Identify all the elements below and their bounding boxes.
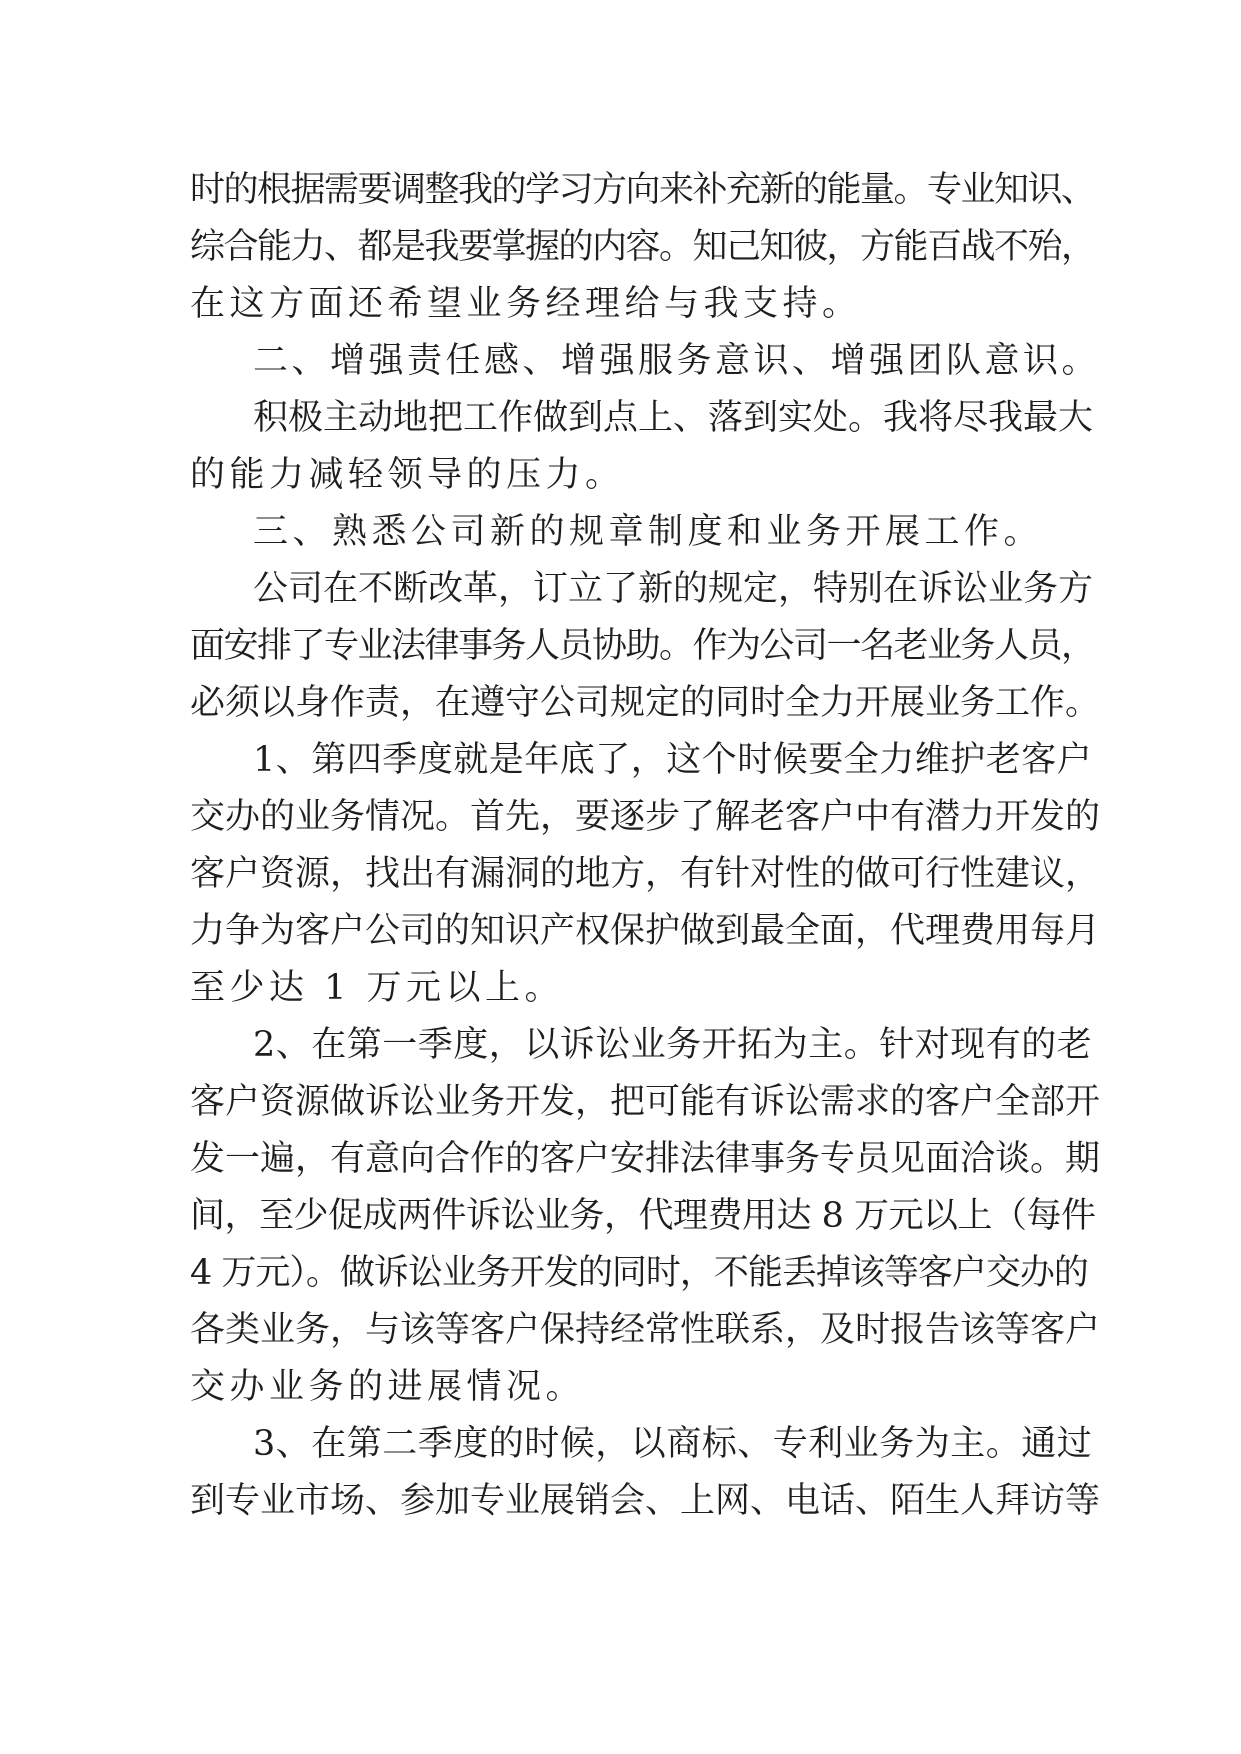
- text-line: 时的根据需要调整我的学习方向来补充新的能量。专业知识、: [190, 170, 1095, 210]
- text-line: 在这方面还希望业务经理给与我支持。: [190, 284, 862, 324]
- text-line: 间，至少促成两件诉讼业务，代理费用达 8 万元以上（每件: [190, 1196, 1096, 1236]
- text-line: 客户资源，找出有漏洞的地方，有针对性的做可行性建议，: [190, 854, 1101, 894]
- text-line: 至少达 1 万元以上。: [190, 968, 565, 1008]
- section-heading: 二、增强责任感、增强服务意识、增强团队意识。: [253, 341, 1101, 381]
- text-line: 4 万元）。做诉讼业务开发的同时，不能丢掉该等客户交办的: [190, 1253, 1088, 1293]
- text-line: 公司在不断改革，订立了新的规定，特别在诉讼业务方: [253, 569, 1094, 609]
- section-heading: 三、熟悉公司新的规章制度和业务开展工作。: [253, 512, 1044, 552]
- list-item: 2、在第一季度，以诉讼业务开拓为主。针对现有的老: [253, 1025, 1093, 1065]
- text-line: 的能力减轻领导的压力。: [190, 455, 625, 495]
- list-item: 3、在第二季度的时候，以商标、专利业务为主。通过: [253, 1424, 1093, 1464]
- text-line: 交办的业务情况。首先，要逐步了解老客户中有潜力开发的: [190, 797, 1101, 837]
- text-line: 到专业市场、参加专业展销会、上网、电话、陌生人拜访等: [190, 1481, 1101, 1521]
- text-line: 交办业务的进展情况。: [190, 1367, 586, 1407]
- text-line: 发一遍，有意向合作的客户安排法律事务专员见面洽谈。期: [190, 1139, 1101, 1179]
- text-line: 客户资源做诉讼业务开发，把可能有诉讼需求的客户全部开: [190, 1082, 1101, 1122]
- text-line: 综合能力、都是我要掌握的内容。知己知彼，方能百战不殆，: [190, 227, 1095, 267]
- list-item: 1、第四季度就是年底了，这个时候要全力维护老客户: [253, 740, 1093, 780]
- text-line: 积极主动地把工作做到点上、落到实处。我将尽我最大: [253, 398, 1094, 438]
- text-line: 必须以身作责，在遵守公司规定的同时全力开展业务工作。: [190, 683, 1101, 723]
- text-line: 力争为客户公司的知识产权保护做到最全面，代理费用每月: [190, 911, 1101, 951]
- text-line: 面安排了专业法律事务人员协助。作为公司一名老业务人员，: [190, 626, 1095, 666]
- text-line: 各类业务，与该等客户保持经常性联系，及时报告该等客户: [190, 1310, 1101, 1350]
